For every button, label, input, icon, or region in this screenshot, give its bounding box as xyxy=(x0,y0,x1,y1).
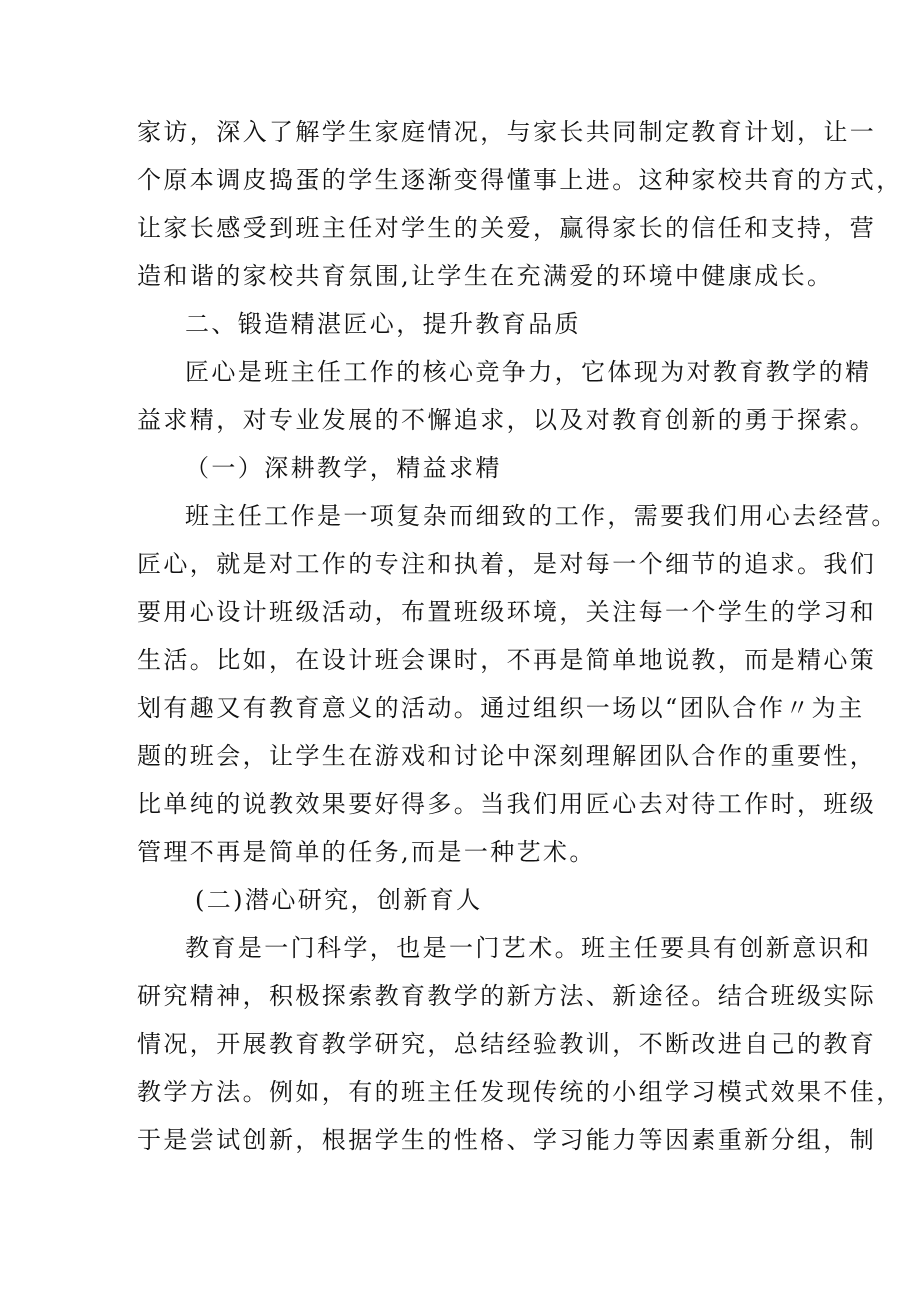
paragraph-first-line: 班主任工作是一项复杂而细致的工作，需要我们用心去经营。 xyxy=(185,502,898,530)
section-heading: 二、锻造精湛匠心，提升教育品质 xyxy=(185,310,581,338)
text-line: 个原本调皮捣蛋的学生逐渐变得懂事上进。这种家校共育的方式， xyxy=(137,166,903,194)
paragraph-first-line: 匠心是班主任工作的核心竞争力，它体现为对教育教学的精 xyxy=(185,358,872,386)
subsection-heading: （一）深耕教学，精益求精 xyxy=(185,454,502,482)
text-line: 造和谐的家校共育氛围,让学生在充满爱的环境中健康成长。 xyxy=(137,262,834,290)
text-line: 让家长感受到班主任对学生的关爱，赢得家长的信任和支持，营 xyxy=(137,214,877,242)
paragraph-first-line: 教育是一门科学，也是一门艺术。班主任要具有创新意识和 xyxy=(185,934,872,962)
text-line: 要用心设计班级活动，布置班级环境，关注每一个学生的学习和 xyxy=(137,598,877,626)
text-line: 匠心，就是对工作的专注和执着，是对每一个细节的追求。我们 xyxy=(137,550,877,578)
text-line: 比单纯的说教效果要好得多。当我们用匠心去对待工作时，班级 xyxy=(137,790,877,818)
text-line: 研究精神，积极探索教育教学的新方法、新途径。结合班级实际 xyxy=(137,982,877,1010)
text-line: 情况，开展教育教学研究，总结经验教训，不断改进自己的教育 xyxy=(137,1030,877,1058)
text-line: 教学方法。例如，有的班主任发现传统的小组学习模式效果不佳， xyxy=(137,1078,903,1106)
text-line: 家访，深入了解学生家庭情况，与家长共同制定教育计划，让一 xyxy=(137,118,877,146)
text-line: 于是尝试创新，根据学生的性格、学习能力等因素重新分组，制 xyxy=(137,1126,877,1154)
subsection-heading: (二)潜心研究，创新育人 xyxy=(195,886,483,914)
text-line: 生活。比如，在设计班会课时，不再是简单地说教，而是精心策 xyxy=(137,646,877,674)
text-line: 题的班会，让学生在游戏和讨论中深刻理解团队合作的重要性， xyxy=(137,742,877,770)
text-line: 管理不再是简单的任务,而是一种艺术。 xyxy=(137,838,596,866)
text-line: 益求精，对专业发展的不懈追求，以及对教育创新的勇于探索。 xyxy=(137,406,877,434)
text-line: 划有趣又有教育意义的活动。通过组织一场以“团队合作〃为主 xyxy=(137,694,865,722)
